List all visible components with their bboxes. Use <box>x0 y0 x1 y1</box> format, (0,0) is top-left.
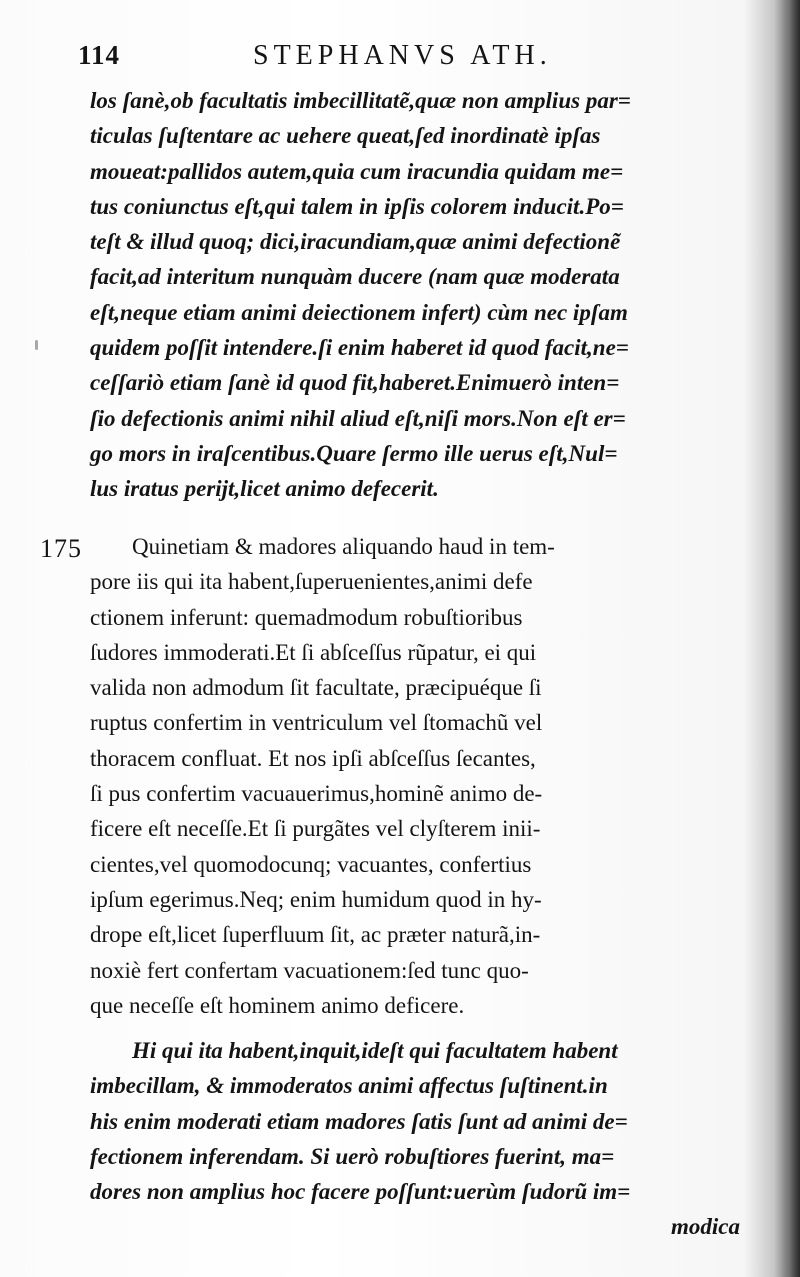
text-line: ficere eſt neceſſe.Et ſi purgãtes vel clyſterem inii- <box>90 816 541 842</box>
text-line: drope eſt,licet ſuperfluum ſit, ac præter naturã,in- <box>90 922 541 948</box>
text-line: los ſanè,ob facultatis imbecillitatẽ,quæ non amplius par= <box>90 88 631 113</box>
text-line: eſt,neque etiam animi deiectionem infert) cùm nec ipſam <box>90 299 628 325</box>
text-line: Quinetiam & madores aliquando haud in tem- <box>132 534 555 559</box>
text-line: Hi qui ita habent,inquit,ideſt qui facultatem habent <box>132 1038 618 1063</box>
text-line: fectionem inferendam. Si uerò robuſtiores fuerint, ma= <box>90 1143 615 1169</box>
text-line: ſudores immoderati.Et ſi abſceſſus rũpatur, ei qui <box>90 639 537 665</box>
text-line: ctionem inferunt: quemadmodum robuſtioribus <box>90 604 523 630</box>
text-line: ticulas ſuſtentare ac uehere queat,ſed inordinatè ipſas <box>90 123 601 149</box>
text-line: ruptus confertim in ventriculum vel ſtomachũ vel <box>90 710 543 736</box>
page-header <box>78 38 778 78</box>
text-line: his enim moderati etiam madores ſatis ſunt ad animi de= <box>90 1108 628 1134</box>
text-line: moueat:pallidos autem,quia cum iracundia quidam me= <box>90 158 624 184</box>
text-line: tus coniunctus eſt,qui talem in ipſis colorem inducit.Po= <box>90 193 624 219</box>
commentary-block-top <box>90 83 750 507</box>
text-line: ſi pus confertim vacuauerimus,hominẽ animo de- <box>90 781 543 807</box>
text-line: go mors in iraſcentibus.Quare ſermo ille uerus eſt,Nul= <box>90 440 618 466</box>
text-line: cientes,vel quomodocunq; vacuantes, confertius <box>90 851 532 877</box>
text-line: lus iratus periјt,licet animo defecerit. <box>90 476 439 502</box>
commentary-block-bottom <box>90 1033 750 1245</box>
text-line: que neceſſe eſt hominem animo deficere. <box>90 992 465 1018</box>
text-line: ſio defectionis animi nihil aliud eſt,niſi mors.Non eſt er= <box>90 405 626 431</box>
page-gutter-shadow <box>774 0 800 1277</box>
section-number: 175 <box>40 534 82 563</box>
text-line: noxiè fert confertam vacuationem:ſed tunc quo- <box>90 957 529 983</box>
text-line: quidem poſſit intendere.ſi enim haberet id quod facit,ne= <box>90 335 629 361</box>
catchword: modica <box>671 1214 740 1240</box>
text-line: dores non amplius hoc facere poſſunt:uerùm ſudorũ im= <box>90 1179 631 1205</box>
running-head: STEPHANVS ATH. <box>253 40 552 71</box>
aphorism-text-block <box>90 529 750 1023</box>
margin-mark <box>35 340 38 350</box>
text-line: imbecillam, & immoderatos animi affectus ſuſtinent.in <box>90 1073 608 1099</box>
page-number: 114 <box>78 40 121 70</box>
text-line: teſt & illud quoq; dici,iracundiam,quæ animi defectionẽ <box>90 229 621 255</box>
text-line: pore iis qui ita habent,ſuperuenientes,animi defe <box>90 569 533 595</box>
text-line: valida non admodum ſit facultate, præcipuéque ſi <box>90 675 542 701</box>
text-line: ipſum egerimus.Neq; enim humidum quod in hy- <box>90 886 542 912</box>
text-line: facit,ad interitum nunquàm ducere (nam quæ moderata <box>90 264 620 290</box>
text-line: thoracem confluat. Et nos ipſi abſceſſus ſecantes, <box>90 745 536 771</box>
text-line: ceſſariò etiam ſanè id quod fit,haberet.Enimuerò inten= <box>90 370 620 396</box>
